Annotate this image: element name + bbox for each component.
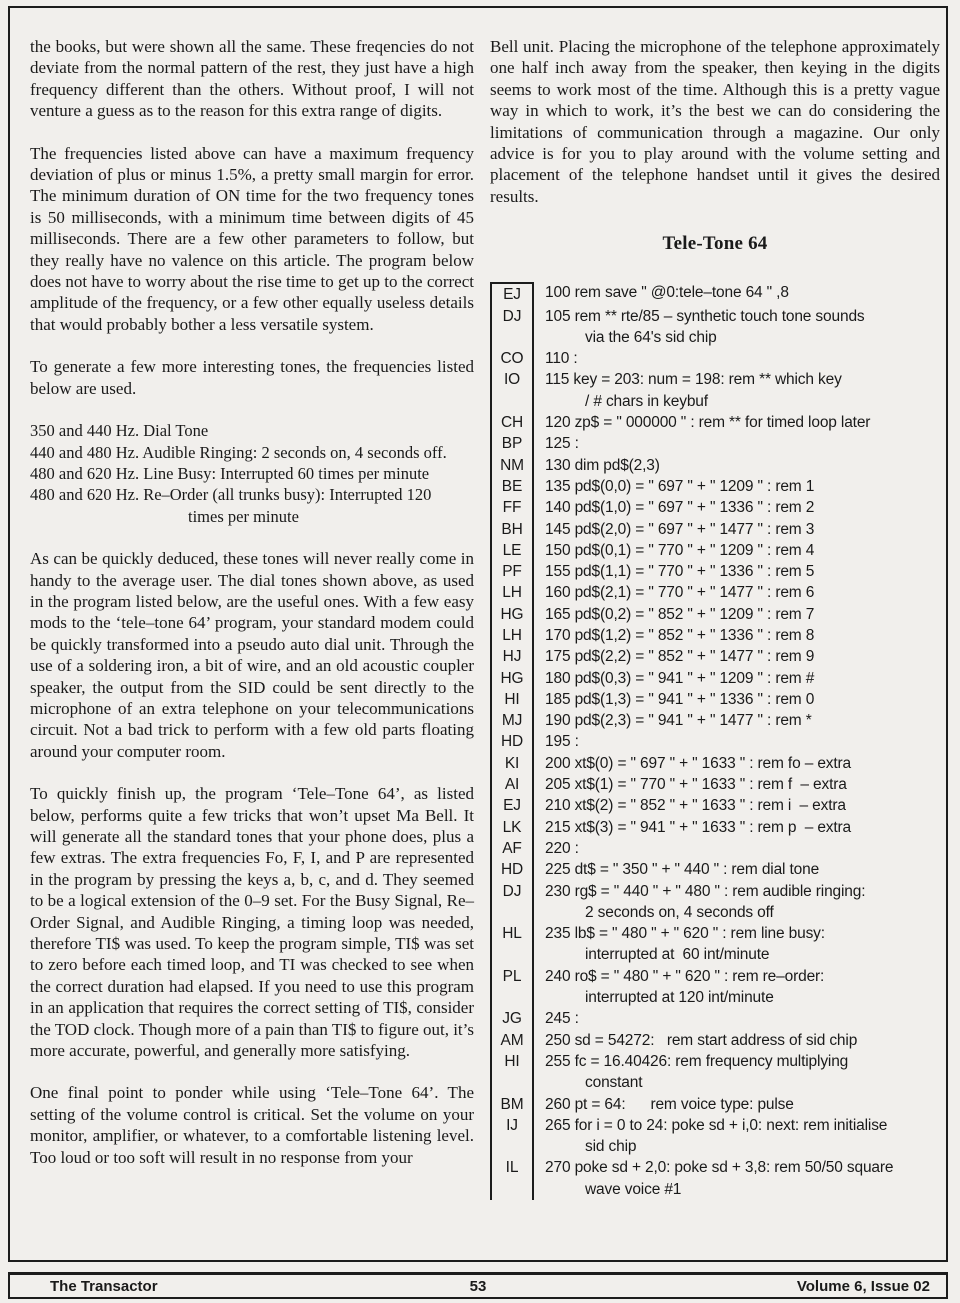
code-cell [534, 476, 814, 497]
checksum-cell [490, 433, 534, 454]
checksum-code: HI [504, 690, 520, 708]
listing-row [490, 412, 940, 433]
listing-row [490, 540, 940, 561]
code-cell [534, 348, 578, 369]
listing-row [490, 1051, 940, 1094]
code-cell [534, 433, 579, 454]
listing-row [490, 795, 940, 816]
code-line: 220 : [545, 839, 579, 857]
checksum-cell [490, 646, 534, 667]
code-cell [534, 1051, 848, 1094]
code-line: 150 pd$(0,1) = " 770 " + " 1209 " : rem 4 [545, 541, 815, 559]
listing-row [490, 753, 940, 774]
listing-row [490, 881, 940, 924]
checksum-cell [490, 625, 534, 646]
checksum-code: EJ [503, 797, 521, 815]
listing-row [490, 348, 940, 369]
body-paragraph: As can be quickly deduced, these tones will never really come in handy to the average user. The dial tones shown above, as used in the program listed below, are the useful ones. With a few easy mods to the ‘tele–tone 64’ program, your standard modem could be quickly transformed into a pseudo auto dial unit. Through the use of a soldering iron, a bit of wire, and an old acoustic coupler speaker, the output from the SID could be sent directly to the microphone of an extra telephone on your telecommunications circuit. Not a bad trick to perform with a few old parts floating around your computer room. [30, 549, 474, 761]
code-continuation-line: 2 seconds on, 4 seconds off [585, 903, 774, 921]
checksum-cell [490, 306, 534, 349]
listing-row [490, 923, 940, 966]
code-cell [534, 604, 814, 625]
code-cell [534, 1030, 857, 1051]
left-paragraphs-top [30, 36, 474, 399]
listing-title: Tele-Tone 64 [662, 233, 768, 255]
page-content-frame [8, 6, 948, 1262]
code-cell [534, 710, 812, 731]
tone-list-item: 480 and 620 Hz. Line Busy: Interrupted 60 times per minute [30, 463, 430, 483]
code-line: 235 lb$ = " 480 " + " 620 " : rem line busy: [545, 925, 825, 943]
checksum-cell [490, 412, 534, 433]
checksum-code: NM [500, 456, 524, 474]
code-line: 175 pd$(2,2) = " 852 " + " 1477 " : rem 9 [545, 648, 815, 666]
listing-row [490, 306, 940, 349]
code-cell [534, 689, 814, 710]
checksum-code: MJ [501, 712, 523, 730]
code-line: 140 pd$(1,0) = " 697 " + " 1336 " : rem 2 [545, 499, 815, 517]
listing-row [490, 668, 940, 689]
intro-paragraph: Bell unit. Placing the microphone of the telephone approximately one half inch away from the speaker, then keying in the digits seems to work most of the time. Although this is a pretty vague way in which to work, it’s the best we can do considering the limitations of communication through a magazine. Our only advice is for you to play around with the volume setting and placement of the telephone handset until it gives the desired results. [490, 37, 940, 206]
code-cell [534, 668, 814, 689]
checksum-cell [490, 455, 534, 476]
code-line: 205 xt$(1) = " 770 " + " 1633 " : rem f – extra [545, 776, 847, 794]
listing-row [490, 282, 940, 305]
left-paragraphs-bottom [30, 548, 474, 1168]
listing-row [490, 1157, 940, 1200]
listing-row [490, 859, 940, 880]
code-cell [534, 625, 814, 646]
code-continuation-line: constant [585, 1074, 643, 1092]
code-cell [534, 795, 846, 816]
checksum-cell [490, 817, 534, 838]
code-cell [534, 1094, 794, 1115]
code-continuation-line: wave voice #1 [585, 1180, 682, 1198]
code-line: 250 sd = 54272: rem start address of sid chip [545, 1031, 858, 1049]
listing-row [490, 1115, 940, 1158]
code-line: 265 for i = 0 to 24: poke sd + i,0: next: rem initialise [545, 1116, 888, 1134]
listing-row [490, 1008, 940, 1029]
code-cell [534, 1008, 579, 1029]
checksum-code: IJ [506, 1116, 518, 1134]
checksum-code: LH [502, 584, 522, 602]
listing-row [490, 689, 940, 710]
code-line: 245 : [545, 1010, 579, 1028]
code-cell [534, 497, 814, 518]
code-line: 160 pd$(2,1) = " 770 " + " 1477 " : rem 6 [545, 584, 815, 602]
listing-row [490, 774, 940, 795]
code-cell [534, 412, 870, 433]
code-cell [534, 753, 851, 774]
code-line: 270 poke sd + 2,0: poke sd + 3,8: rem 50/50 square [545, 1159, 894, 1177]
listing-row [490, 455, 940, 476]
checksum-cell [490, 582, 534, 603]
checksum-cell [490, 540, 534, 561]
checksum-code: PF [502, 563, 522, 581]
code-line: 180 pd$(0,3) = " 941 " + " 1209 " : rem # [545, 669, 815, 687]
listing-row [490, 1030, 940, 1051]
code-listing [490, 282, 940, 1200]
code-cell [534, 731, 579, 752]
checksum-cell [490, 731, 534, 752]
checksum-code: KI [504, 754, 520, 772]
code-line: 105 rem ** rte/85 – synthetic touch tone sounds [545, 307, 865, 325]
code-continuation-line: via the 64's sid chip [585, 328, 717, 346]
tone-frequency-list [30, 420, 474, 506]
checksum-code: FF [502, 499, 522, 517]
checksum-cell [490, 348, 534, 369]
code-line: 170 pd$(1,2) = " 852 " + " 1336 " : rem 8 [545, 627, 815, 644]
checksum-code: AM [500, 1031, 524, 1049]
code-line: 120 zp$ = " 000000 " : rem ** for timed loop later [545, 414, 871, 432]
checksum-code: JG [502, 1010, 522, 1028]
checksum-code: CO [500, 350, 524, 368]
checksum-cell [490, 1030, 534, 1051]
code-line: 165 pd$(0,2) = " 852 " + " 1209 " : rem 7 [545, 605, 815, 623]
code-line: 230 rg$ = " 440 " + " 480 " : rem audible ringing: [545, 882, 866, 900]
code-cell [534, 646, 814, 667]
listing-row [490, 561, 940, 582]
code-cell [534, 540, 814, 561]
code-line: 255 fc = 16.40426: rem frequency multiplying [545, 1052, 849, 1070]
page-footer [8, 1272, 948, 1299]
code-cell [534, 369, 842, 412]
checksum-cell [490, 1008, 534, 1029]
checksum-code: HD [500, 733, 524, 751]
checksum-cell [490, 604, 534, 625]
code-line: 130 dim pd$(2,3) [545, 456, 660, 474]
checksum-code: DJ [502, 307, 522, 325]
footer-issue-label: Volume 6, Issue 02 [796, 1277, 930, 1295]
tone-list-item: 440 and 480 Hz. Audible Ringing: 2 seconds on, 4 seconds off. [30, 442, 447, 462]
checksum-code: HD [500, 861, 524, 879]
checksum-cell [490, 859, 534, 880]
code-cell [534, 519, 814, 540]
listing-row [490, 582, 940, 603]
listing-row [490, 604, 940, 625]
checksum-code: BP [501, 435, 523, 453]
code-cell [534, 774, 847, 795]
checksum-cell [490, 1094, 534, 1115]
body-paragraph: The frequencies listed above can have a maximum frequency deviation of plus or minus 1.5%, a pretty small margin for error. The minimum duration of ON time for the two frequency tones is 50 milliseconds, with a minimum time between digits of 45 milliseconds. There are a few other parameters to follow, but they really have no valence on this article. The program below does not have to worry about the rise time to get up to the correct amplitude of the frequency, or a few other equally useless details that would probably bother a less versatile system. [30, 143, 474, 334]
body-paragraph: To generate a few more interesting tones, the frequencies listed below are used. [30, 357, 474, 398]
code-cell [534, 582, 814, 603]
code-cell [534, 881, 865, 924]
code-continuation-line: sid chip [585, 1138, 637, 1156]
listing-row [490, 519, 940, 540]
checksum-cell [490, 881, 534, 924]
code-line: 195 : [545, 733, 579, 751]
checksum-code: IL [505, 1159, 519, 1177]
code-continuation-line: / # chars in keybuf [585, 392, 708, 410]
listing-row [490, 731, 940, 752]
checksum-code: HJ [502, 648, 522, 666]
listing-row [490, 625, 940, 646]
code-cell [534, 561, 814, 582]
code-cell [534, 282, 789, 305]
checksum-code: PL [502, 967, 522, 985]
code-line: 100 rem save " @0:tele–tone 64 " ,8 [545, 284, 789, 302]
code-cell [534, 966, 824, 1009]
checksum-cell [490, 1157, 534, 1200]
tone-list-item: 480 and 620 Hz. Re–Order (all trunks busy): Interrupted 120 [30, 485, 432, 505]
checksum-cell [490, 519, 534, 540]
checksum-cell [490, 369, 534, 412]
checksum-code: AF [502, 839, 522, 857]
checksum-cell [490, 668, 534, 689]
listing-row [490, 476, 940, 497]
code-line: 200 xt$(0) = " 697 " + " 1633 " : rem fo – extra [545, 754, 852, 772]
code-line: 135 pd$(0,0) = " 697 " + " 1209 " : rem 1 [545, 477, 815, 495]
code-line: 125 : [545, 435, 579, 453]
body-paragraph: the books, but were shown all the same. These freqencies do not deviate from the normal pattern of the rest, they just have a high frequency different than the others. Without proof, I will not venture a guess as to the reason for this extra range of digits. [30, 37, 474, 121]
checksum-cell [490, 710, 534, 731]
listing-row [490, 966, 940, 1009]
right-column [490, 36, 940, 1200]
code-continuation-line: interrupted at 120 int/minute [585, 989, 774, 1007]
checksum-cell [490, 795, 534, 816]
tone-list-item: 350 and 440 Hz. Dial Tone [30, 421, 209, 441]
code-line: 185 pd$(1,3) = " 941 " + " 1336 " : rem 0 [545, 690, 815, 708]
checksum-code: HG [500, 669, 524, 687]
checksum-code: IO [503, 371, 521, 389]
checksum-code: BH [501, 520, 523, 538]
code-line: 155 pd$(1,1) = " 770 " + " 1336 " : rem 5 [545, 563, 815, 581]
checksum-code: CH [500, 414, 524, 432]
code-line: 260 pt = 64: rem voice type: pulse [545, 1095, 794, 1113]
left-column [30, 36, 474, 1189]
listing-row [490, 369, 940, 412]
listing-row [490, 646, 940, 667]
checksum-code: AI [504, 776, 520, 794]
checksum-code: LK [502, 818, 522, 836]
code-cell [534, 1157, 893, 1200]
code-line: 110 : [545, 350, 578, 368]
checksum-code: EJ [503, 286, 521, 304]
footer-page-number: 53 [469, 1277, 487, 1295]
checksum-code: HL [502, 925, 522, 943]
code-continuation-line: interrupted at 60 int/minute [585, 946, 770, 964]
checksum-cell [490, 774, 534, 795]
code-line: 225 dt$ = " 350 " + " 440 " : rem dial tone [545, 861, 820, 879]
code-cell [534, 838, 579, 859]
checksum-code: BE [501, 477, 523, 495]
code-line: 240 ro$ = " 480 " + " 620 " : rem re–order: [545, 967, 825, 985]
code-line: 190 pd$(2,3) = " 941 " + " 1477 " : rem * [545, 712, 812, 730]
code-line: 215 xt$(3) = " 941 " + " 1633 " : rem p – extra [545, 818, 852, 836]
checksum-code: HG [500, 605, 524, 623]
code-cell [534, 306, 865, 349]
listing-row [490, 1094, 940, 1115]
checksum-code: HI [504, 1052, 520, 1070]
code-cell [534, 923, 825, 966]
listing-row [490, 710, 940, 731]
footer-magazine-name: The Transactor [50, 1277, 158, 1295]
checksum-cell [490, 689, 534, 710]
checksum-cell [490, 923, 534, 966]
body-paragraph: To quickly finish up, the program ‘Tele–Tone 64’, as listed below, performs quite a few tricks that won’t upset Ma Bell. It will generate all the standard tones that your phone does, plus a few extras. The extra frequencies Fo, F, I, and P are represented in the program by pressing the keys a, b, c, and d. They seemed to be a logical extension of the 0–9 set. For the Busy Signal, Re–Order Signal, and Audible Ringing, a timing loop was needed, therefore TI$ was used. To keep the program simple, TI$ was set to zero before each timed loop, and TI was checked to see when the correct duration had elapsed. If you need to use this program in an application that requires the correct setting of TI$, consider the TOD clock. Though more of a pain than TI$ to figure out, it’s more accurate, powerful, and generally more satisfying. [30, 784, 474, 1061]
checksum-cell [490, 753, 534, 774]
checksum-code: LE [502, 541, 522, 559]
body-paragraph: One final point to ponder while using ‘Tele–Tone 64’. The setting of the volume control is critical. Set the volume on your monitor, amplifier, or whatever, to a comfortable listening level. Too loud or too soft will result in no response from your [30, 1083, 474, 1167]
listing-row [490, 497, 940, 518]
code-cell [534, 455, 660, 476]
listing-row [490, 433, 940, 454]
code-cell [534, 817, 851, 838]
code-line: 210 xt$(2) = " 852 " + " 1633 " : rem i – extra [545, 797, 846, 815]
code-cell [534, 1115, 887, 1158]
checksum-code: LH [502, 627, 522, 644]
checksum-cell [490, 838, 534, 859]
checksum-cell [490, 476, 534, 497]
checksum-cell [490, 561, 534, 582]
code-line: 115 key = 203: num = 198: rem ** which key [545, 371, 842, 389]
code-line: 145 pd$(2,0) = " 697 " + " 1477 " : rem 3 [545, 520, 815, 538]
tone-list-continuation: times per minute [188, 506, 299, 526]
checksum-cell [490, 497, 534, 518]
checksum-cell [490, 282, 534, 305]
listing-row [490, 817, 940, 838]
checksum-code: BM [500, 1095, 524, 1113]
checksum-code: DJ [502, 882, 522, 900]
checksum-cell [490, 1051, 534, 1094]
code-cell [534, 859, 819, 880]
checksum-cell [490, 966, 534, 1009]
checksum-cell [490, 1115, 534, 1158]
listing-row [490, 838, 940, 859]
